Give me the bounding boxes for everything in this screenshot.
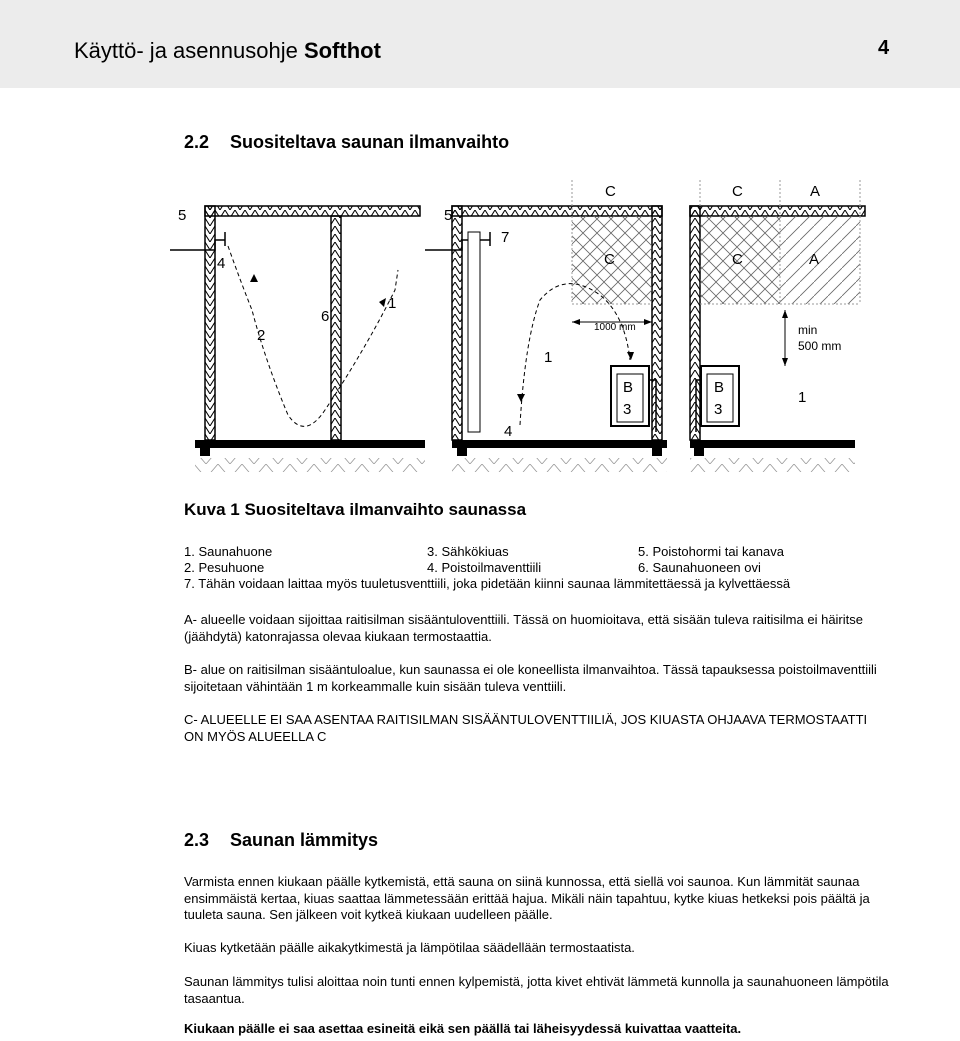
paragraph-area-a: A- alueelle voidaan sijoittaa raitisilman sisääntuloventtiili. Tässä on huomioitava, että sisään tuleva raitisilma ei häiritse (jäähdytä) katonrajassa olevaa kiukaan termostaattia. bbox=[184, 612, 863, 644]
page-header bbox=[0, 0, 960, 88]
section-heading-2-2 bbox=[184, 132, 509, 153]
label-3-middle: 3 bbox=[623, 401, 632, 418]
section-title: Suositeltava saunan ilmanvaihto bbox=[230, 132, 510, 152]
label-7: 7 bbox=[501, 229, 510, 246]
label-3-right: 3 bbox=[714, 401, 723, 418]
paragraph-area-b: B- alue on raitisilman sisääntuloalue, kun saunassa ei ole koneellista ilmanvaihtoa. Tässä tapauksessa poistoilmaventtiili sijoitetaan vähintään 1 m korkeammalle kuin sisään tuleva venttiili. bbox=[184, 662, 877, 694]
page-number: 4 bbox=[878, 37, 890, 59]
label-4-middle: 4 bbox=[504, 423, 513, 440]
warning-text: Kiukaan päälle ei saa asettaa esineitä eikä sen päällä tai läheisyydessä kuivattaa vaatteita. bbox=[184, 1021, 742, 1036]
legend-item-1: 1. Saunahuone bbox=[184, 544, 273, 559]
label-a-top: A bbox=[810, 183, 821, 200]
label-b-right: B bbox=[714, 379, 725, 396]
label-c-top-2: C bbox=[732, 183, 743, 200]
legend-item-2: 2. Pesuhuone bbox=[184, 560, 265, 575]
title-product: Softhot bbox=[303, 38, 381, 63]
paragraph-area-c: C- ALUEELLE EI SAA ASENTAA RAITISILMAN SISÄÄNTULOVENTTIILIÄ, JOS KIUASTA OHJAAVA TERMOSTAATTI ON MYÖS ALUEELLA C bbox=[184, 712, 868, 744]
label-5-middle: 5 bbox=[444, 207, 453, 224]
paragraph-heating-3: Saunan lämmitys tulisi aloittaa noin tunti ennen kylpemistä, jotta kivet ehtivät lämmetä kunnolla ja saunahuoneen lämpötila tasaantua. bbox=[184, 974, 889, 1006]
label-c-inner-1: C bbox=[604, 251, 615, 268]
label-c-top-1: C bbox=[605, 183, 616, 200]
paragraph-heating-1: Varmista ennen kiukaan päälle kytkemistä, että sauna on siinä kunnossa, että siellä voi saunoa. Kun lämmität saunaa ensimmäistä kertaa, kiuas saattaa lämmetessään erittää hajua. Mikäli näin tapahtuu, kytke kiuas hetkeksi pois päältä ja tuuleta sauna. Sen jälkeen voit kytkeä kiukaan uudelleen päälle. bbox=[184, 874, 870, 922]
legend-item-7: 7. Tähän voidaan laittaa myös tuuletusventtiili, joka pidetään kiinni saunaa lämmitettäessä ja kylvettäessä bbox=[184, 576, 791, 591]
label-6: 6 bbox=[321, 308, 330, 325]
title-prefix: Käyttö- ja asennusohje bbox=[74, 38, 304, 63]
section-number: 2.2 bbox=[184, 132, 210, 152]
ventilation-diagram bbox=[170, 170, 870, 490]
label-4-left: 4 bbox=[217, 255, 226, 272]
label-1-middle: 1 bbox=[544, 349, 553, 366]
diagram-left-room bbox=[170, 206, 425, 472]
label-1-right: 1 bbox=[798, 389, 807, 406]
label-500mm: 500 mm bbox=[798, 339, 842, 353]
label-min: min bbox=[798, 323, 818, 337]
section-title: Saunan lämmitys bbox=[230, 830, 379, 850]
label-a-inner: A bbox=[809, 251, 820, 268]
label-1000mm: 1000 mm bbox=[594, 322, 636, 333]
legend-item-5: 5. Poistohormi tai kanava bbox=[638, 544, 784, 559]
label-b-middle: B bbox=[623, 379, 634, 396]
label-c-inner-2: C bbox=[732, 251, 743, 268]
section-heading-2-3 bbox=[184, 830, 378, 851]
legend-item-6: 6. Saunahuoneen ovi bbox=[638, 560, 761, 575]
paragraph-heating-2: Kiuas kytketään päälle aikakytkimestä ja lämpötilaa säädellään termostaatista. bbox=[184, 940, 635, 955]
label-1-left: 1 bbox=[388, 295, 397, 312]
document-title bbox=[74, 38, 381, 64]
label-2: 2 bbox=[257, 327, 266, 344]
label-5-left: 5 bbox=[178, 207, 187, 224]
section-number: 2.3 bbox=[184, 830, 210, 850]
diagram-right-room bbox=[690, 180, 865, 472]
figure-caption: Kuva 1 Suositeltava ilmanvaihto saunassa bbox=[184, 500, 527, 519]
legend-item-4: 4. Poistoilmaventtiili bbox=[427, 560, 542, 575]
legend-item-3: 3. Sähkökiuas bbox=[427, 544, 509, 559]
